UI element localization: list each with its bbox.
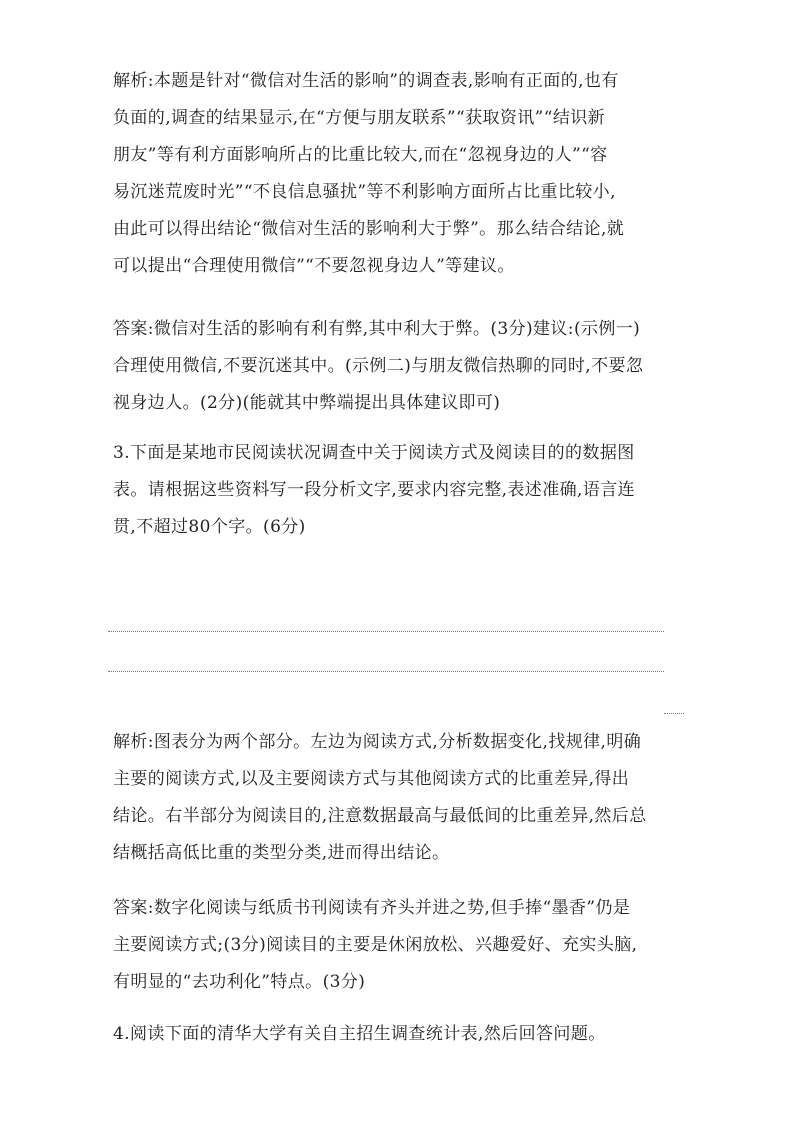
text-line: 可以提出“合理使用微信”“不要忽视身边人”等建议。: [113, 256, 515, 276]
text-line: 主要阅读方式;(3分)阅读目的主要是休闲放松、兴趣爱好、充实头脑,: [113, 935, 638, 955]
answer-paragraph-1: [113, 311, 688, 422]
analysis-paragraph-1: [113, 63, 688, 285]
text-line: 答案:数字化阅读与纸质书刊阅读有齐头并进之势,但手捧“墨香”仍是: [113, 898, 631, 918]
text-line: 负面的,调查的结果显示,在“方便与朋友联系”“获取资讯”“结识新: [113, 108, 606, 128]
text-line: 合理使用微信,不要沉迷其中。(示例二)与朋友微信热聊的同时,不要忽: [113, 356, 644, 376]
text-line: 答案:微信对生活的影响有利有弊,其中利大于弊。(3分)建议:(示例一): [113, 319, 641, 339]
text-line: 解析:本题是针对“微信对生活的影响”的调查表,影响有正面的,也有: [113, 71, 619, 91]
text-line: 贯,不超过80个字。(6分): [113, 517, 306, 537]
text-line: 结论。右半部分为阅读目的,注意数据最高与最低间的比重差异,然后总: [113, 806, 647, 826]
text-line: 3.下面是某地市民阅读状况调查中关于阅读方式及阅读目的的数据图: [113, 443, 635, 463]
text-line: 4.阅读下面的清华大学有关自主招生调查统计表,然后回答问题。: [113, 1024, 606, 1044]
answer-blank-line-1[interactable]: [108, 631, 664, 632]
text-line: 视身边人。(2分)(能就其中弊端提出具体建议即可): [113, 393, 501, 413]
text-line: 有明显的“去功利化”特点。(3分): [113, 972, 366, 992]
text-line: 解析:图表分为两个部分。左边为阅读方式,分析数据变化,找规律,明确: [113, 732, 642, 752]
text-line: 易沉迷荒废时光”“不良信息骚扰”等不利影响方面所占比重比较小,: [113, 182, 616, 202]
question-3: [113, 435, 688, 546]
answer-blank-line-3[interactable]: [664, 713, 684, 714]
answer-paragraph-3: [113, 890, 688, 1001]
text-line: 主要的阅读方式,以及主要阅读方式与其他阅读方式的比重差异,得出: [113, 769, 630, 789]
text-line: 由此可以得出结论“微信对生活的影响利大于弊”。那么结合结论,就: [113, 219, 625, 239]
text-line: 朋友”等有利方面影响所占的比重比较大,而在“忽视身边的人”“容: [113, 145, 608, 165]
question-4: [113, 1016, 688, 1053]
text-line: 结概括高低比重的类型分类,进而得出结论。: [113, 843, 450, 863]
text-line: 表。请根据这些资料写一段分析文字,要求内容完整,表述准确,语言连: [113, 480, 636, 500]
analysis-paragraph-3: [113, 724, 688, 872]
answer-blank-line-2[interactable]: [108, 671, 664, 672]
